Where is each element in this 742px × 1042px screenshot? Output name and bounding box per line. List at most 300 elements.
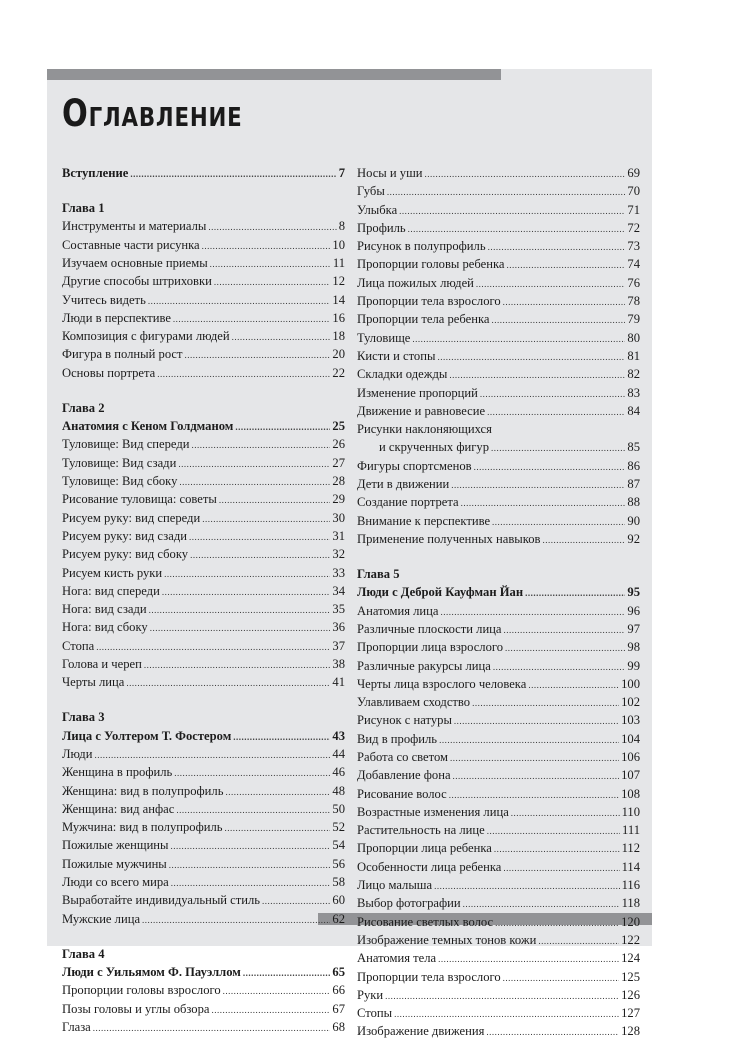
toc-entry[interactable] (357, 402, 640, 420)
entry-title: Вступление (62, 166, 129, 180)
toc-entry[interactable] (62, 490, 345, 508)
entry-title: Глава 2 (62, 400, 105, 415)
toc-column-left (62, 164, 345, 1036)
page-number: 76 (627, 275, 640, 290)
entry-title: Женщина: вид анфас (62, 801, 175, 816)
page-number: 65 (332, 965, 345, 980)
toc-entry[interactable] (62, 891, 345, 909)
dot-leader (385, 987, 619, 1005)
entry-title: Кисти и стопы (357, 348, 436, 363)
dot-leader (438, 950, 619, 968)
dot-leader (179, 473, 330, 491)
entry-title: Туловище: Вид сбоку (62, 474, 178, 489)
entry-title: Основы портрета (62, 365, 156, 380)
page-number: 14 (332, 292, 345, 307)
dot-leader (190, 546, 330, 564)
page-number: 103 (621, 713, 640, 728)
dot-leader (408, 220, 626, 238)
entry-title: Анатомия лица (357, 603, 439, 618)
toc-entry[interactable] (62, 1018, 345, 1036)
toc-entry[interactable] (357, 839, 640, 857)
dot-leader (437, 348, 625, 366)
toc-entry[interactable] (62, 855, 345, 873)
page-number: 25 (332, 419, 345, 434)
page-number: 125 (621, 969, 640, 984)
entry-title: Добавление фона (357, 768, 451, 783)
page-number: 118 (621, 896, 640, 911)
toc-entry[interactable] (357, 237, 640, 255)
toc-entry[interactable] (357, 457, 640, 475)
dot-leader (434, 877, 619, 895)
toc-entry[interactable] (62, 545, 345, 563)
entry-title: Пропорции головы ребенка (357, 257, 505, 272)
toc-entry[interactable] (62, 1000, 345, 1018)
page-number: 22 (332, 365, 345, 380)
toc-entry[interactable] (62, 509, 345, 527)
toc-entry[interactable] (357, 365, 640, 383)
page-number: 112 (621, 841, 640, 856)
dot-leader (441, 603, 626, 621)
toc-entry[interactable] (357, 949, 640, 967)
dot-leader (178, 455, 330, 473)
entry-title: Различные ракурсы лица (357, 658, 491, 673)
dot-leader (506, 256, 625, 274)
dot-leader (208, 218, 336, 236)
entry-title: Глава 4 (62, 946, 105, 961)
entry-title: Пропорции тела ребенка (357, 312, 490, 327)
section-spacer (357, 548, 640, 565)
toc-entry[interactable] (62, 673, 345, 691)
dot-leader (93, 1019, 331, 1037)
dot-leader (148, 292, 331, 310)
dot-leader (202, 237, 331, 255)
toc-entry[interactable] (62, 217, 345, 235)
page-number: 73 (627, 239, 640, 254)
entry-title: Фигура в полный рост (62, 347, 183, 362)
page-number: 120 (621, 914, 640, 929)
entry-title: Голова и череп (62, 657, 142, 672)
chapter-heading (62, 945, 345, 963)
toc-entry[interactable] (62, 981, 345, 999)
dot-leader (439, 731, 619, 749)
page-number: 32 (332, 547, 345, 562)
toc-section-entry[interactable] (62, 963, 345, 981)
toc-entry[interactable] (357, 657, 640, 675)
page-number: 95 (627, 585, 640, 600)
entry-title: Пропорции тела взрослого (357, 294, 501, 309)
entry-title: Лица с Уолтером Т. Фостером (62, 728, 232, 743)
entry-title: Носы и уши (357, 166, 423, 180)
dot-leader (142, 911, 330, 929)
page-number: 48 (332, 783, 345, 798)
toc-entry[interactable] (357, 821, 640, 839)
section-spacer (62, 928, 345, 945)
toc-entry[interactable] (357, 858, 640, 876)
entry-title: Рисунки наклоняющихся (357, 422, 492, 437)
entry-title: Возрастные изменения лица (357, 804, 509, 819)
dot-leader (185, 346, 331, 364)
toc-section-entry[interactable] (357, 583, 640, 601)
page-number: 82 (627, 367, 640, 382)
dot-leader (505, 639, 625, 657)
entry-title: Люди с Уильямом Ф. Пауэллом (62, 965, 241, 980)
dot-leader (157, 365, 330, 383)
toc-entry[interactable] (357, 310, 640, 328)
toc-entry[interactable] (357, 730, 640, 748)
page-number: 41 (332, 675, 345, 690)
page-number: 62 (332, 911, 345, 926)
toc-entry[interactable] (357, 968, 640, 986)
dot-leader (528, 676, 619, 694)
toc-entry[interactable] (62, 254, 345, 272)
dot-leader (149, 601, 331, 619)
page-number: 56 (332, 856, 345, 871)
page-number: 27 (332, 455, 345, 470)
page-number: 30 (332, 510, 345, 525)
page-number: 90 (627, 513, 640, 528)
entry-title: Губы (357, 184, 385, 199)
page-number: 69 (627, 166, 640, 180)
dot-leader (503, 969, 619, 987)
dot-leader (453, 767, 620, 785)
entry-title: Пропорции тела взрослого (357, 969, 501, 984)
page-title: Оглавление (62, 92, 243, 135)
toc-entry[interactable] (62, 836, 345, 854)
dot-leader (96, 638, 330, 656)
toc-entry[interactable] (62, 818, 345, 836)
dot-leader (463, 895, 620, 913)
toc-entry[interactable] (62, 600, 345, 618)
entry-title: Рисование волос (357, 786, 447, 801)
page-number: 26 (332, 437, 345, 452)
toc-entry[interactable] (62, 309, 345, 327)
entry-title: Глава 3 (62, 710, 105, 725)
toc-entry[interactable] (357, 1022, 640, 1040)
header-accent-bar (47, 69, 501, 80)
page-number: 7 (338, 166, 345, 180)
toc-entry[interactable] (357, 913, 640, 931)
page-number: 33 (332, 565, 345, 580)
toc-entry[interactable] (62, 345, 345, 363)
entry-title: Работа со светом (357, 750, 448, 764)
page-number: 106 (621, 750, 640, 764)
toc-entry[interactable] (357, 182, 640, 200)
dot-leader (503, 293, 626, 311)
toc-entry[interactable] (357, 493, 640, 511)
section-spacer (62, 692, 345, 709)
page-number: 98 (627, 640, 640, 655)
toc-entry[interactable] (62, 655, 345, 673)
entry-title: Мужчина: вид в полупрофиль (62, 820, 223, 835)
page-number: 104 (621, 731, 640, 746)
page-number: 10 (332, 237, 345, 252)
dot-leader (214, 273, 331, 291)
toc-entry[interactable] (357, 219, 640, 237)
page-number: 44 (332, 747, 345, 761)
toc-entry[interactable] (357, 255, 640, 273)
page-number: 38 (332, 657, 345, 672)
page-number: 34 (332, 583, 345, 598)
toc-entry[interactable] (357, 894, 640, 912)
entry-title: Дети в движении (357, 477, 450, 492)
entry-title: Улыбка (357, 202, 398, 217)
toc-entry[interactable] (62, 582, 345, 600)
dot-leader (449, 786, 619, 804)
page-number: 70 (627, 184, 640, 199)
entry-title: Инструменты и материалы (62, 219, 207, 234)
toc-entry[interactable] (357, 876, 640, 894)
entry-title: Нога: вид сбоку (62, 620, 148, 635)
toc-entry[interactable] (62, 291, 345, 309)
toc-entry[interactable] (62, 327, 345, 345)
entry-title: Растительность на лице (357, 823, 485, 838)
entry-title: Туловище: Вид сзади (62, 455, 177, 470)
dot-leader (449, 366, 625, 384)
page-number: 127 (621, 1006, 640, 1021)
toc-section-entry[interactable] (62, 417, 345, 435)
dot-leader (486, 1023, 619, 1041)
toc-entry[interactable] (62, 364, 345, 382)
dot-leader (162, 583, 331, 601)
page-number: 87 (627, 477, 640, 492)
dot-leader (262, 892, 330, 910)
entry-title: Учитесь видеть (62, 292, 146, 307)
dot-leader (235, 418, 330, 436)
entry-title: Пропорции лица взрослого (357, 640, 504, 655)
toc-entry[interactable] (62, 472, 345, 490)
page-number: 8 (338, 219, 345, 234)
toc-entry[interactable] (357, 748, 640, 766)
entry-title: Рисуем руку: вид сзади (62, 528, 188, 543)
entry-title: Изучаем основные приемы (62, 255, 208, 270)
page-number: 97 (627, 621, 640, 636)
toc-entry[interactable] (357, 384, 640, 402)
dot-leader (491, 311, 625, 329)
toc-entry[interactable] (62, 564, 345, 582)
toc-entry[interactable] (357, 1004, 640, 1022)
toc-entry[interactable] (62, 435, 345, 453)
toc-entry[interactable] (62, 236, 345, 254)
dot-leader (164, 565, 330, 583)
entry-title: Лица пожилых людей (357, 275, 474, 290)
toc-entry[interactable] (357, 347, 640, 365)
entry-title: Создание портрета (357, 495, 459, 510)
entry-title: Складки одежды (357, 367, 448, 382)
entry-title: Рисунок с натуры (357, 713, 452, 728)
entry-title: Пожилые женщины (62, 838, 169, 853)
dot-leader (450, 749, 619, 767)
entry-title: Вид в профиль (357, 731, 438, 746)
entry-title: Выработайте индивидуальный стиль (62, 893, 261, 908)
dot-leader (480, 385, 626, 403)
dot-leader (225, 783, 330, 801)
toc-entry[interactable] (357, 530, 640, 548)
page-number: 81 (627, 348, 640, 363)
page-number: 68 (332, 1019, 345, 1034)
page-number: 66 (332, 983, 345, 998)
page-number: 16 (332, 310, 345, 325)
toc-entry[interactable] (62, 910, 345, 928)
toc-entry[interactable] (357, 292, 640, 310)
dot-leader (212, 1001, 331, 1019)
page-number: 122 (621, 932, 640, 947)
entry-title: Люди со всего мира (62, 875, 169, 890)
page-number: 108 (621, 786, 640, 801)
toc-entry[interactable] (62, 527, 345, 545)
page-number: 72 (627, 220, 640, 235)
dot-leader (491, 439, 625, 457)
dot-leader (525, 584, 625, 602)
entry-title: Различные плоскости лица (357, 621, 502, 636)
dot-leader (451, 476, 625, 494)
toc-entry[interactable] (357, 475, 640, 493)
chapter-heading (62, 199, 345, 217)
entry-title: Черты лица взрослого человека (357, 676, 527, 691)
dot-leader (542, 531, 625, 549)
dot-leader (474, 458, 626, 476)
dot-leader (511, 804, 620, 822)
page-number: 79 (627, 312, 640, 327)
toc-section-entry[interactable] (62, 727, 345, 745)
toc-entry[interactable] (357, 931, 640, 949)
toc-entry[interactable] (357, 512, 640, 530)
dot-leader (171, 874, 331, 892)
dot-leader (176, 801, 330, 819)
page-number: 58 (332, 875, 345, 890)
toc-entry[interactable] (357, 766, 640, 784)
entry-title: Руки (357, 987, 384, 1002)
toc-entry[interactable] (62, 763, 345, 781)
page-number: 126 (621, 987, 640, 1002)
page-number: 29 (332, 492, 345, 507)
toc-entry[interactable] (62, 272, 345, 290)
entry-title: Фигуры спортсменов (357, 458, 472, 473)
entry-title: Пропорции головы взрослого (62, 983, 221, 998)
entry-title: Изображение темных тонов кожи (357, 932, 537, 947)
toc-entry[interactable] (357, 274, 640, 292)
dot-leader (243, 964, 331, 982)
entry-title: Анатомия тела (357, 951, 437, 966)
toc-section-entry[interactable] (62, 164, 345, 182)
dot-leader (399, 202, 625, 220)
page-number: 28 (332, 474, 345, 489)
dot-leader (494, 840, 620, 858)
entry-title: Изображение движения (357, 1024, 485, 1039)
dot-leader (174, 764, 330, 782)
entry-title: Люди с Деброй Кауфман Йан (357, 585, 524, 600)
entry-title: Стопы (357, 1006, 393, 1021)
dot-leader (126, 674, 330, 692)
entry-title: Рисуем руку: вид сбоку (62, 547, 189, 562)
entry-title: Пропорции лица ребенка (357, 841, 492, 856)
toc-entry[interactable] (62, 637, 345, 655)
entry-title: Позы головы и углы обзора (62, 1001, 210, 1016)
toc-entry[interactable] (357, 164, 640, 182)
page-number: 52 (332, 820, 345, 835)
entry-title: Изменение пропорций (357, 385, 478, 400)
toc-entry[interactable] (357, 438, 640, 456)
dot-leader (492, 513, 625, 531)
dot-leader (504, 621, 626, 639)
dot-leader (472, 694, 619, 712)
toc-entry[interactable] (357, 803, 640, 821)
toc-entry[interactable] (62, 782, 345, 800)
dot-leader (173, 310, 331, 328)
dot-leader (150, 619, 331, 637)
dot-leader (387, 183, 626, 201)
entry-title: Глава 1 (62, 201, 105, 216)
toc-entry[interactable] (357, 711, 640, 729)
toc-entry[interactable] (62, 618, 345, 636)
entry-title: Стопа (62, 638, 95, 653)
toc-entry[interactable] (62, 873, 345, 891)
dot-leader (130, 165, 336, 183)
toc-entry[interactable] (357, 675, 640, 693)
page-number: 84 (627, 403, 640, 418)
toc-entry[interactable] (62, 745, 345, 763)
toc-entry[interactable] (357, 329, 640, 347)
dot-leader (495, 914, 619, 932)
page-number: 60 (332, 893, 345, 908)
page-number: 111 (622, 823, 640, 838)
dot-leader (219, 491, 331, 509)
dot-leader (461, 494, 626, 512)
dot-leader (225, 819, 331, 837)
entry-title: Другие способы штриховки (62, 274, 212, 289)
toc-entry[interactable] (357, 620, 640, 638)
entry-title: Люди (62, 747, 93, 761)
entry-title: Профиль (357, 220, 406, 235)
entry-title: Женщина в профиль (62, 765, 173, 780)
toc-entry[interactable] (357, 986, 640, 1004)
toc-entry[interactable] (62, 800, 345, 818)
chapter-heading (62, 399, 345, 417)
page-number: 86 (627, 458, 640, 473)
page-number: 37 (332, 638, 345, 653)
toc-entry[interactable] (62, 454, 345, 472)
entry-title: и скрученных фигур (379, 440, 489, 455)
toc-entry[interactable] (357, 201, 640, 219)
page-number: 35 (332, 602, 345, 617)
entry-title: Движение и равновесие (357, 403, 486, 418)
entry-title: Внимание к перспективе (357, 513, 491, 528)
entry-title: Черты лица (62, 675, 125, 690)
toc-entry[interactable] (357, 785, 640, 803)
entry-title: Рисуем кисть руки (62, 565, 163, 580)
entry-title: Рисование светлых волос (357, 914, 494, 929)
dot-leader (210, 255, 331, 273)
entry-title: Рисование туловища: советы (62, 492, 217, 507)
toc-entry[interactable] (357, 693, 640, 711)
entry-title: Глава 5 (357, 567, 400, 582)
entry-title: Выбор фотографии (357, 896, 461, 911)
toc-entry[interactable] (357, 638, 640, 656)
page-number: 114 (621, 859, 640, 874)
page-number: 80 (627, 330, 640, 345)
dot-leader (493, 658, 626, 676)
page-number: 31 (332, 528, 345, 543)
dot-leader (538, 932, 619, 950)
dot-leader (232, 328, 331, 346)
toc-entry[interactable] (357, 602, 640, 620)
dot-leader (202, 510, 330, 528)
entry-title: Рисунок в полупрофиль (357, 239, 486, 254)
entry-title: Особенности лица ребенка (357, 859, 502, 874)
dot-leader (233, 728, 330, 746)
dot-leader (223, 982, 331, 1000)
page-number: 116 (621, 878, 640, 893)
page-number: 102 (621, 695, 640, 710)
